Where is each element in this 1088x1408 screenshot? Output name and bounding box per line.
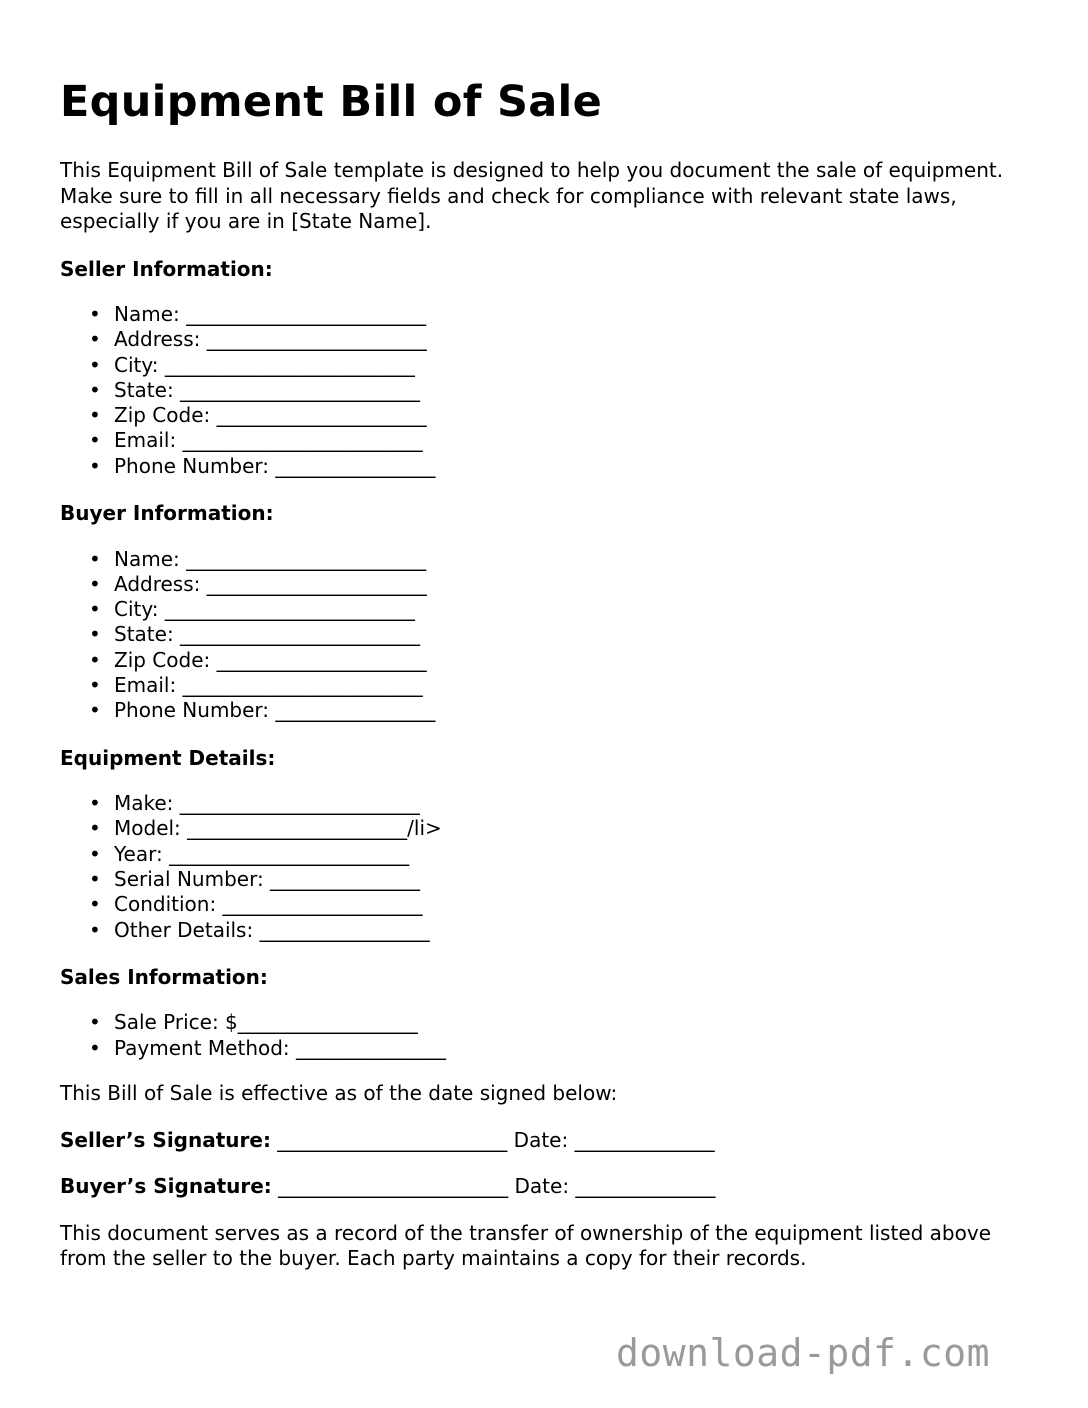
seller-signature-line[interactable] — [60, 1128, 1040, 1154]
equipment-condition-field[interactable]: • Condition: ____________________ — [60, 892, 1040, 917]
seller-state-field[interactable]: • State: ________________________ — [60, 378, 1040, 403]
equipment-section-title: Equipment Details: — [60, 745, 276, 770]
payment-method-field[interactable]: • Payment Method: _______________ — [60, 1036, 1040, 1061]
buyer-signature-label: Buyer’s Signature: — [60, 1174, 272, 1199]
closing-paragraph: This document serves as a record of the transfer of ownership of the equipment listed above from the seller to the buyer. Each party maintains a copy for their records. — [60, 1220, 992, 1271]
seller-section-title: Seller Information: — [60, 256, 273, 281]
equipment-make-field[interactable]: • Make: ________________________ — [60, 791, 1040, 816]
buyer-section-title: Buyer Information: — [60, 501, 274, 526]
equipment-model-field[interactable]: • Model: ______________________/li> — [60, 816, 1040, 841]
sales-section-title: Sales Information: — [60, 964, 268, 989]
buyer-email-field[interactable]: • Email: ________________________ — [60, 673, 1040, 698]
buyer-state-field[interactable]: • State: ________________________ — [60, 622, 1040, 647]
seller-email-field[interactable]: • Email: ________________________ — [60, 428, 1040, 453]
page-title: Equipment Bill of Sale — [60, 77, 603, 127]
document-page — [60, 76, 1040, 1272]
sales-fields-list — [60, 1010, 1040, 1061]
buyer-signature-blank[interactable]: _______________________ Date: ______________ — [271, 1174, 716, 1199]
equipment-year-field[interactable]: • Year: ________________________ — [60, 842, 1040, 867]
seller-phone-field[interactable]: • Phone Number: ________________ — [60, 454, 1040, 479]
equipment-other-field[interactable]: • Other Details: _________________ — [60, 918, 1040, 943]
buyer-zip-field[interactable]: • Zip Code: _____________________ — [60, 648, 1040, 673]
seller-fields-list — [60, 302, 1040, 479]
buyer-phone-field[interactable]: • Phone Number: ________________ — [60, 698, 1040, 723]
intro-paragraph: This Equipment Bill of Sale template is designed to help you document the sale of equipment. Make sure to fill in all necessary fields and check for compliance with relevant state laws, especially if you are in [State Name]. — [60, 158, 1004, 233]
seller-name-field[interactable]: • Name: ________________________ — [60, 302, 1040, 327]
sale-price-field[interactable]: • Sale Price: $__________________ — [60, 1010, 1040, 1035]
equipment-fields-list — [60, 791, 1040, 943]
effective-date-text: This Bill of Sale is effective as of the date signed below: — [60, 1081, 618, 1106]
seller-address-field[interactable]: • Address: ______________________ — [60, 327, 1040, 352]
seller-city-field[interactable]: • City: _________________________ — [60, 353, 1040, 378]
buyer-address-field[interactable]: • Address: ______________________ — [60, 572, 1040, 597]
equipment-serial-field[interactable]: • Serial Number: _______________ — [60, 867, 1040, 892]
buyer-name-field[interactable]: • Name: ________________________ — [60, 547, 1040, 572]
watermark: download-pdf.com — [616, 1331, 991, 1375]
seller-signature-blank[interactable]: _______________________ Date: ______________ — [270, 1127, 715, 1152]
buyer-fields-list — [60, 547, 1040, 724]
buyer-signature-line[interactable] — [60, 1174, 1040, 1200]
seller-zip-field[interactable]: • Zip Code: _____________________ — [60, 403, 1040, 428]
buyer-city-field[interactable]: • City: _________________________ — [60, 597, 1040, 622]
seller-signature-label: Seller’s Signature: — [60, 1127, 271, 1152]
